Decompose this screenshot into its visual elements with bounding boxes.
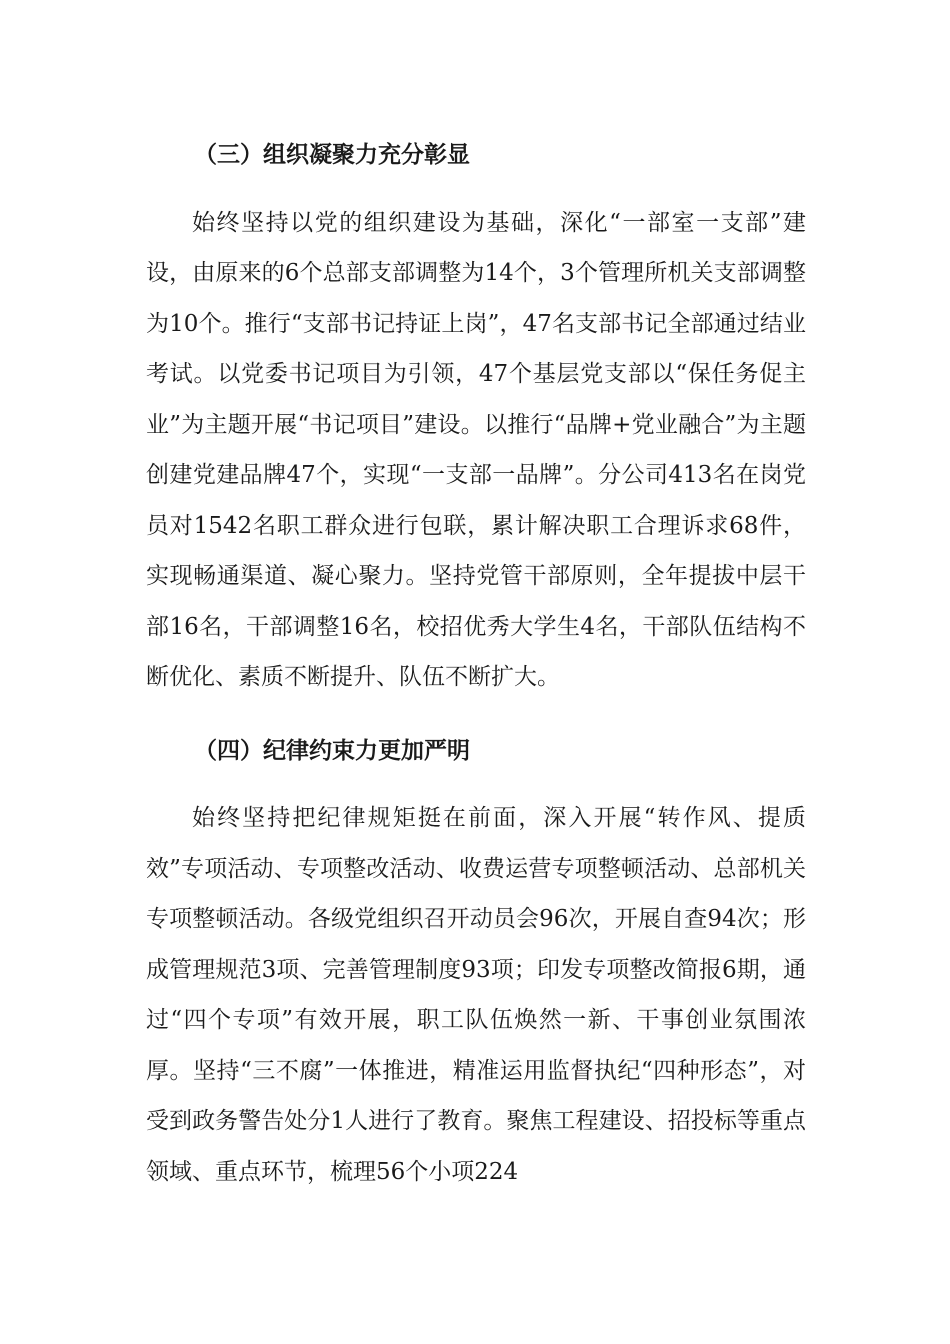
- section-paragraph-3: 始终坚持以党的组织建设为基础，深化“一部室一支部”建设，由原来的6个总部支部调整为14个，3个管理所机关支部调整为10个。推行“支部书记持证上岗”，47名支部书记全部通过结业考试。以党委书记项目为引领，47个基层党支部以“保任务促主业”为主题开展“书记项目”建设。以推行“品牌+党业融合”为主题创建党建品牌47个，实现“一支部一品牌”。分公司413名在岗党员对1542名职工群众进行包联，累计解决职工合理诉求68件，实现畅通渠道、凝心聚力。坚持党管干部原则，全年提拔中层干部16名，干部调整16名，校招优秀大学生4名，干部队伍结构不断优化、素质不断提升、队伍不断扩大。: [146, 209, 806, 690]
- section-paragraph-4: 始终坚持把纪律规矩挺在前面，深入开展“转作风、提质效”专项活动、专项整改活动、收费运营专项整顿活动、总部机关专项整顿活动。各级党组织召开动员会96次，开展自查94次；形成管理规范3项、完善管理制度93项；印发专项整改简报6期，通过“四个专项”有效开展，职工队伍焕然一新、干事创业氛围浓厚。坚持“三不腐”一体推进，精准运用监督执纪“四种形态”，对受到政务警告处分1人进行了教育。聚焦工程建设、招投标等重点领域、重点环节，梳理56个小项224: [146, 805, 806, 1185]
- section-heading-4: （四）纪律约束力更加严明: [194, 737, 470, 764]
- document-body: [146, 130, 806, 1197]
- section-heading-3: （三）组织凝聚力充分彰显: [194, 142, 470, 168]
